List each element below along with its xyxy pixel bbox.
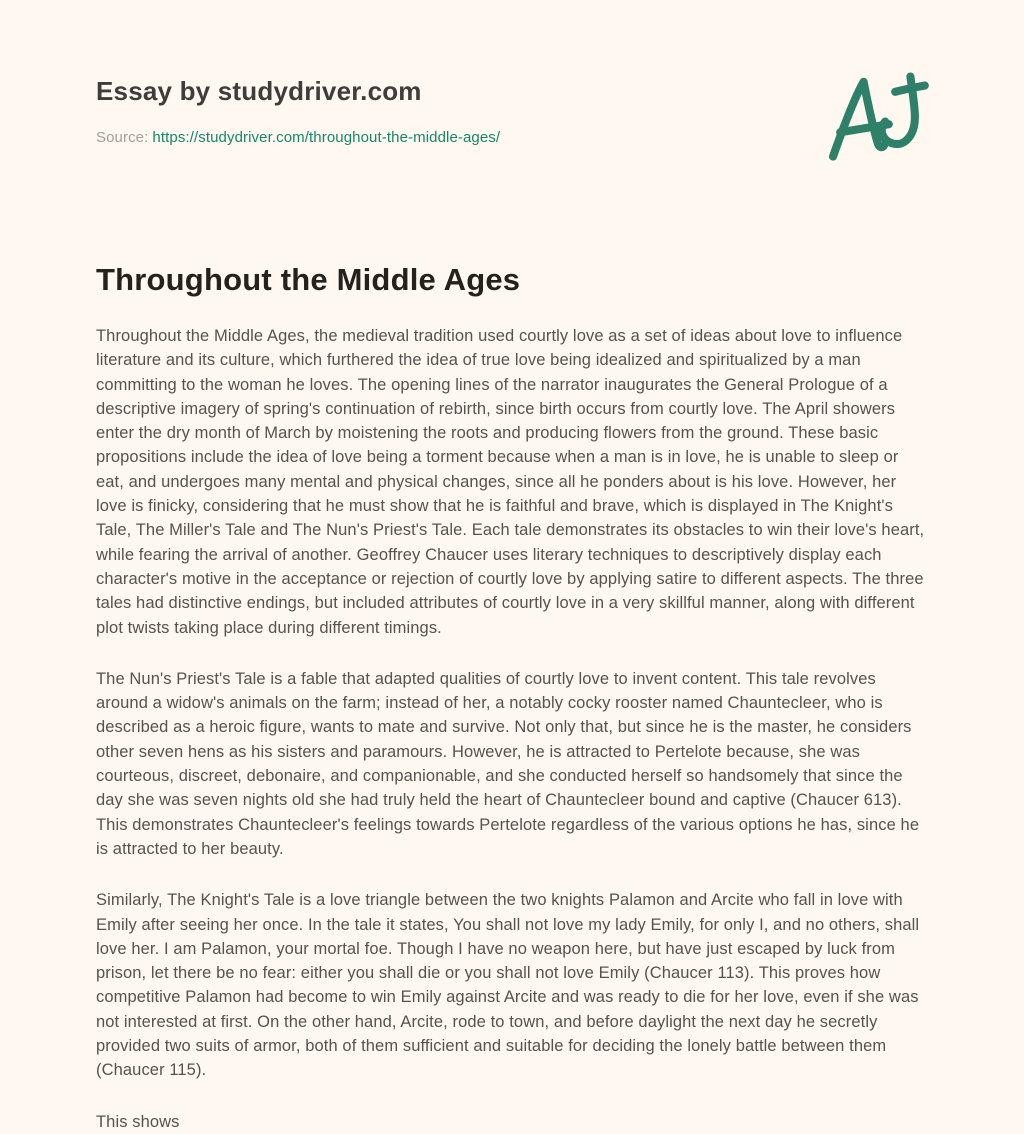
essay-paragraph-4: This shows [96, 1112, 180, 1131]
studydriver-a-plus-logo-icon [824, 70, 932, 164]
header-text-block [96, 76, 928, 146]
essay-title: Throughout the Middle Ages [96, 262, 521, 297]
source-link[interactable]: https://studydriver.com/throughout-the-middle-ages/ [152, 129, 501, 146]
essay-paragraph-3: Similarly, The Knight's Tale is a love triangle between the two knights Palamon and Arcite who fall in love with Emily after seeing her once. In the tale it states, You shall not love my lady Emily, for only I, and no others, shall love her. I am Palamon, your mortal foe. Though I have no weapon here, but have just escaped by luck from prison, let there be no fear: either you shall die or you shall not love Emily (Chaucer 113). This proves how competitive Palamon had become to win Emily against Arcite and was ready to die for her love, even if she was not interested at first. On the other hand, Arcite, rode to town, and before daylight the next day he secretly provided two suits of armor, both of them sufficient and suitable for deciding the lonely battle between them (Chaucer 115). [96, 891, 920, 1080]
document-header [96, 76, 928, 146]
source-line [96, 129, 928, 146]
essay-content [96, 262, 928, 1134]
source-label: Source: [96, 129, 149, 146]
site-title: Essay by studydriver.com [96, 76, 422, 106]
essay-paragraph-2: The Nun's Priest's Tale is a fable that adapted qualities of courtly love to invent content. This tale revolves around a widow's animals on the farm; instead of her, a notably cocky rooster named Chauntecleer, who is described as a heroic figure, wants to mate and survive. Not only that, but since he is the master, he considers other seven hens as his sisters and paramours. However, he is attracted to Pertelote because, she was courteous, discreet, debonaire, and companionable, and she conducted herself so handsomely that since the day she was seven nights old she had truly held the heart of Chauntecleer bound and captive (Chaucer 613). This demonstrates Chauntecleer's feelings towards Pertelote regardless of the various options he has, since he is attracted to her beauty. [96, 669, 920, 858]
essay-paragraph-1: Throughout the Middle Ages, the medieval tradition used courtly love as a set of ideas about love to influence literature and its culture, which furthered the idea of true love being idealized and spiritualized by a man committing to the woman he loves. The opening lines of the narrator inaugurates the General Prologue of a descriptive imagery of spring's continuation of rebirth, since birth occurs from courtly love. The April showers enter the dry month of March by moistening the roots and producing flowers from the ground. These basic propositions include the idea of love being a torment because when a man is in love, he is unable to sleep or eat, and undergoes many mental and physical changes, since all he ponders about is his love. However, her love is finicky, considering that he must show that he is faithful and brave, which is displayed in The Knight's Tale, The Miller's Tale and The Nun's Priest's Tale. Each tale demonstrates its obstacles to win their love's heart, while fearing the arrival of another. Geoffrey Chaucer uses literary techniques to descriptively display each character's motive in the acceptance or rejection of courtly love by applying satire to different aspects. The three tales had distinctive endings, but included attributes of courtly love in a very skillful manner, along with different plot twists taking place during different timings. [96, 327, 925, 637]
